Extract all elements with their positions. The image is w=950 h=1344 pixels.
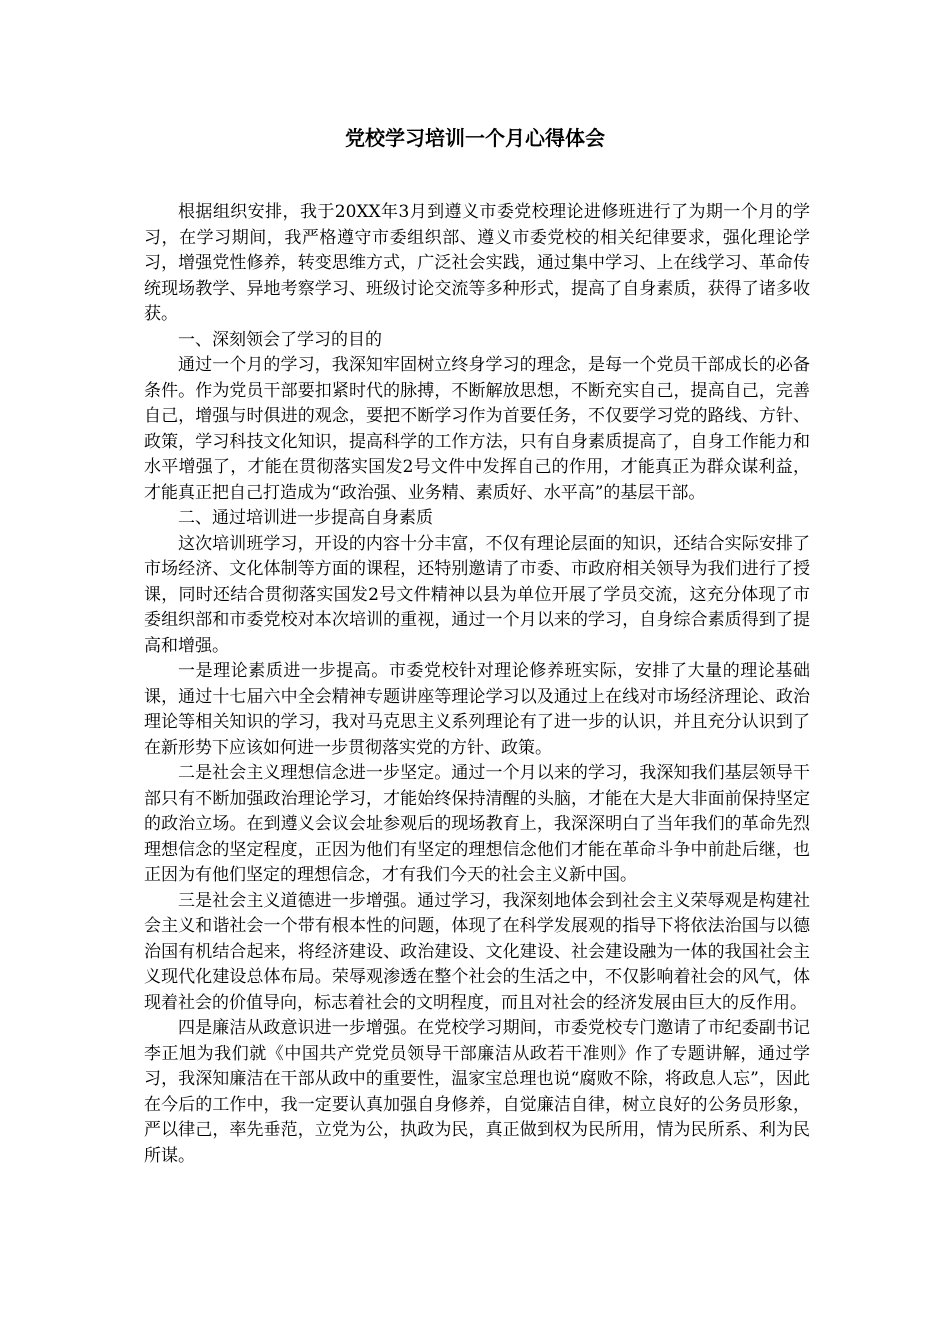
paragraph-point-2: 二是社会主义理想信念进一步坚定。通过一个月以来的学习，我深知我们基层领导干部只有不断加强政治理论学习，才能始终保持清醒的头脑，才能在大是大非面前保持坚定的政治立场。在到遵义会议会址参观后的现场教育上，我深深明白了当年我们的革命先烈理想信念的坚定程度，正因为他们有坚定的理想信念他们才能在革命斗争中前赴后继，也正因为有他们坚定的理想信念，才有我们今天的社会主义新中国。 — [144, 763, 810, 885]
document-title: 党校学习培训一个月心得体会 — [345, 126, 605, 150]
document-body — [144, 200, 810, 1169]
paragraph-intro: 根据组织安排，我于20XX年3月到遵义市委党校理论进修班进行了为期一个月的学习，在学习期间，我严格遵守市委组织部、遵义市委党校的相关纪律要求，强化理论学习，增强党性修养，转变思维方式，广泛社会实践，通过集中学习、上在线学习、革命传统现场教学、异地考察学习、班级讨论交流等多种形式，提高了自身素质，获得了诸多收获。 — [144, 202, 810, 324]
paragraph-section-2: 这次培训班学习，开设的内容十分丰富，不仅有理论层面的知识，还结合实际安排了市场经济、文化体制等方面的课程，还特别邀请了市委、市政府相关领导为我们进行了授课，同时还结合贯彻落实国发2号文件精神以县为单位开展了学员交流，这充分体现了市委组织部和市委党校对本次培训的重视，通过一个月以来的学习，自身综合素质得到了提高和增强。 — [144, 533, 810, 656]
paragraph-point-4: 四是廉洁从政意识进一步增强。在党校学习期间，市委党校专门邀请了市纪委副书记李正旭为我们就《中国共产党党员领导干部廉洁从政若干准则》作了专题讲解，通过学习，我深知廉洁在干部从政中的重要性，温家宝总理也说“腐败不除，将政息人忘”，因此在今后的工作中，我一定要认真加强自身修养，自觉廉洁自律，树立良好的公务员形象，严以律己，率先垂范，立党为公，执政为民，真正做到权为民所用，情为民所系、利为民所谋。 — [144, 1018, 810, 1166]
paragraph-point-3: 三是社会主义道德进一步增强。通过学习，我深刻地体会到社会主义荣辱观是构建社会主义和谐社会一个带有根本性的问题，体现了在科学发展观的指导下将依法治国与以德治国有机结合起来，将经济建设、政治建设、文化建设、社会建设融为一体的我国社会主义现代化建设总体布局。荣辱观渗透在整个社会的生活之中，不仅影响着社会的风气，体现着社会的价值导向，标志着社会的文明程度，而且对社会的经济发展由巨大的反作用。 — [144, 890, 810, 1013]
paragraph-point-1: 一是理论素质进一步提高。市委党校针对理论修养班实际，安排了大量的理论基础课，通过十七届六中全会精神专题讲座等理论学习以及通过上在线对市场经济理论、政治理论等相关知识的学习，我对马克思主义系列理论有了进一步的认识，并且充分认识到了在新形势下应该如何进一步贯彻落实党的方针、政策。 — [144, 661, 810, 758]
paragraph-section-1: 通过一个月的学习，我深知牢固树立终身学习的理念，是每一个党员干部成长的必备条件。作为党员干部要扣紧时代的脉搏，不断解放思想，不断充实自己，提高自己，完善自己，增强与时俱进的观念，要把不断学习作为首要任务，不仅要学习党的路线、方针、政策，学习科技文化知识，提高科学的工作方法，只有自身素质提高了，自身工作能力和水平增强了，才能在贯彻落实国发2号文件中发挥自己的作用，才能真正为群众谋利益，才能真正把自己打造成为“政治强、业务精、素质好、水平高”的基层干部。 — [144, 355, 810, 503]
section-heading-2: 二、通过培训进一步提高自身素质 — [178, 508, 433, 528]
section-heading-1: 一、深刻领会了学习的目的 — [178, 329, 382, 350]
